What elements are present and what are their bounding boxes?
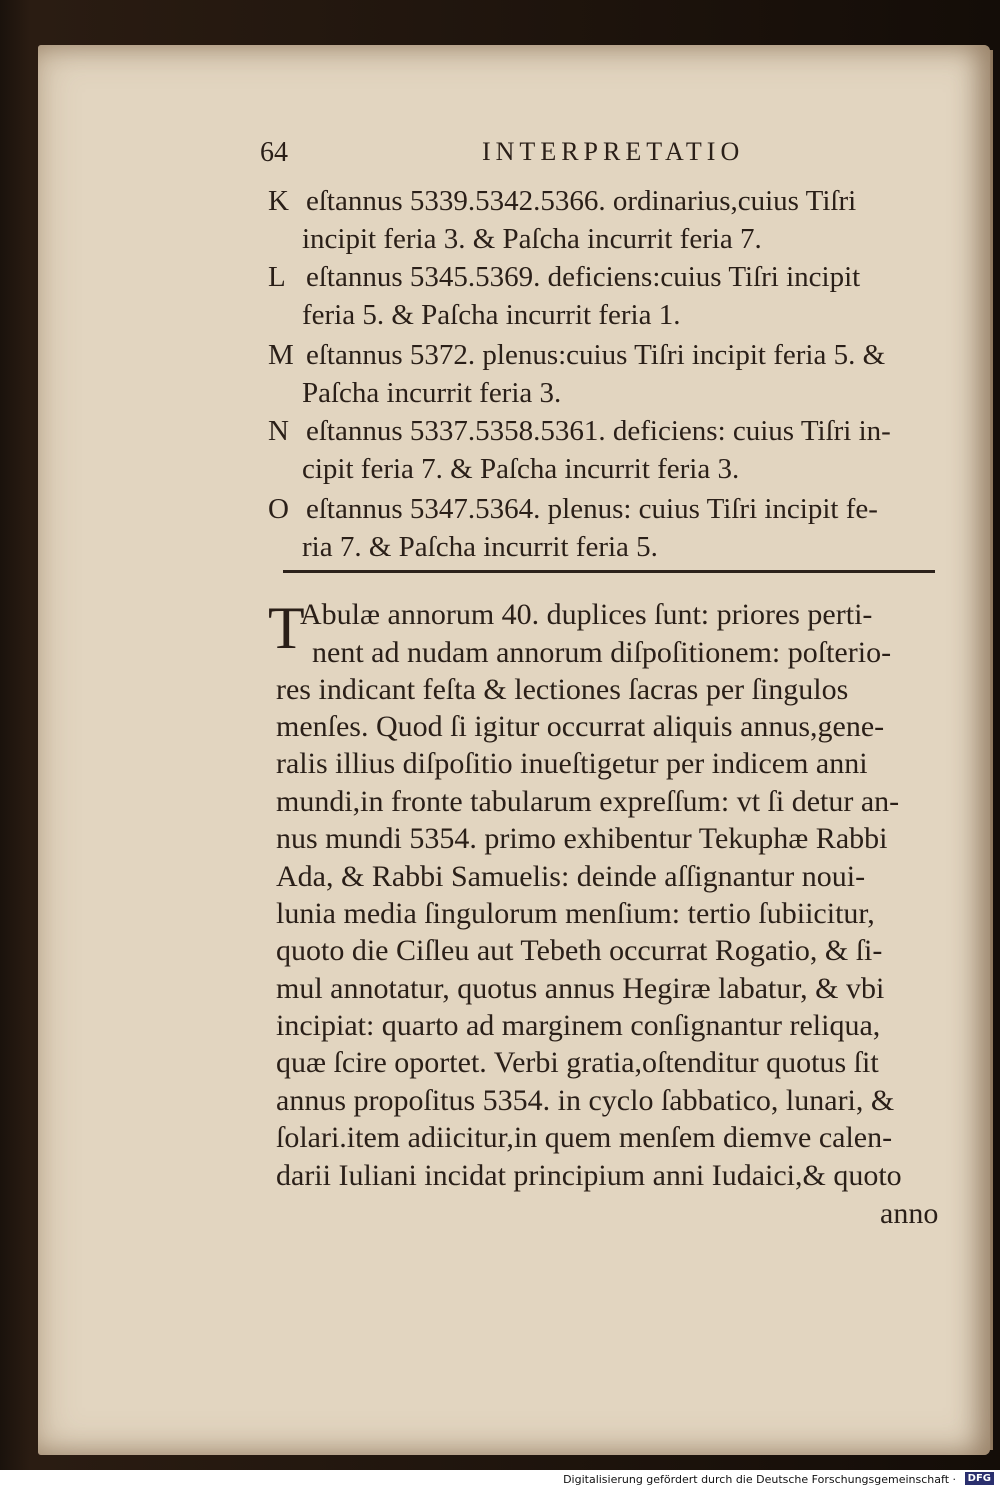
catchword: anno — [880, 1197, 939, 1230]
entry-line: eſtannus 5337.5358.5361. deficiens: cuius Tiſri in- — [306, 415, 891, 447]
entry-letter: M — [268, 339, 294, 371]
paragraph-line: nent ad nudam annorum diſpoſitionem: poſterio- — [312, 636, 892, 669]
entry-line: incipit feria 3. & Paſcha incurrit feria 7. — [302, 223, 762, 255]
dfg-logo: DFG — [965, 1472, 994, 1485]
paragraph-line: Ada, & Rabbi Samuelis: deinde aſſignantur noui- — [276, 860, 866, 893]
paragraph-line: incipiat: quarto ad marginem conſignantur reliqua, — [276, 1009, 881, 1042]
paragraph-line: menſes. Quod ſi igitur occurrat aliquis annus,gene- — [276, 710, 885, 743]
entry-line: Paſcha incurrit feria 3. — [302, 377, 562, 409]
funding-credit: Digitalisierung gefördert durch die Deutsche Forschungsgemeinschaft · — [563, 1473, 956, 1486]
paragraph-line: mul annotatur, quotus annus Hegiræ labatur, & vbi — [276, 972, 885, 1005]
paragraph-line: ralis illius diſpoſitio inueſtigetur per indicem anni — [276, 747, 868, 780]
entry-line: feria 5. & Paſcha incurrit feria 1. — [302, 299, 681, 331]
entry-letter: L — [268, 261, 286, 293]
paragraph-line: quæ ſcire oportet. Verbi gratia,oſtenditur quotus ſit — [276, 1046, 879, 1079]
horizontal-rule — [283, 570, 935, 573]
entry-letter: K — [268, 185, 289, 217]
entry-line: eſtannus 5339.5342.5366. ordinarius,cuius Tiſri — [306, 185, 857, 217]
entry-line: ria 7. & Paſcha incurrit feria 5. — [302, 531, 658, 563]
entry-line: eſtannus 5372. plenus:cuius Tiſri incipit feria 5. & — [306, 339, 886, 371]
paragraph-line: Abulæ annorum 40. duplices ſunt: priores perti- — [300, 598, 873, 631]
paragraph-line: nus mundi 5354. primo exhibentur Tekuphæ Rabbi — [276, 822, 888, 855]
paragraph-line: mundi,in fronte tabularum expreſſum: vt ſi detur an- — [276, 785, 900, 818]
drop-cap: T — [268, 595, 305, 661]
running-head: INTERPRETATIO — [482, 137, 745, 166]
entry-letter: N — [268, 415, 289, 447]
entry-line: eſtannus 5345.5369. deficiens:cuius Tiſri incipit — [306, 261, 861, 293]
page-number: 64 — [260, 137, 288, 168]
paragraph-line: res indicant feſta & lectiones ſacras per ſingulos — [276, 673, 849, 706]
entry-line: eſtannus 5347.5364. plenus: cuius Tiſri incipit fe- — [306, 493, 878, 525]
entry-line: cipit feria 7. & Paſcha incurrit feria 3. — [302, 453, 740, 485]
paragraph-line: darii Iuliani incidat principium anni Iudaici,& quoto — [276, 1159, 902, 1192]
paragraph-line: annus propoſitus 5354. in cyclo ſabbatico, lunari, & — [276, 1084, 895, 1117]
paragraph-line: ſolari.item adiicitur,in quem menſem diemve calen- — [276, 1121, 893, 1154]
paragraph-line: lunia media ſingulorum menſium: tertio ſubiicitur, — [276, 897, 875, 930]
entry-letter: O — [268, 493, 289, 525]
paragraph-line: quoto die Ciſleu aut Tebeth occurrat Rogatio, & ſi- — [276, 934, 883, 967]
